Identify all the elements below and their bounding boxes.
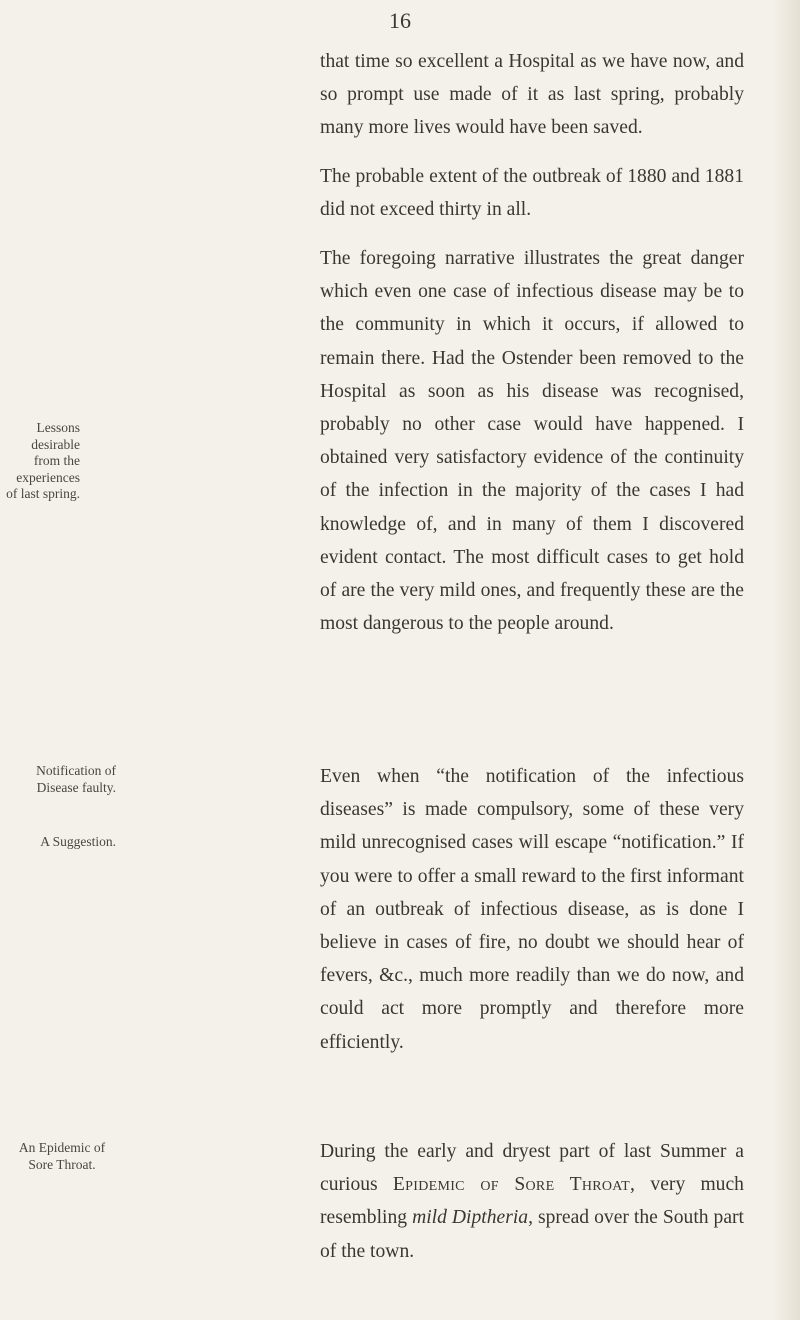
page-edge-shadow (772, 0, 800, 1320)
page-number: 16 (389, 8, 411, 33)
paragraph-5-end: spread over the South part of the town. (320, 1207, 745, 1262)
paragraph-5 (320, 1135, 744, 1268)
paragraph-5-middle: very much resembling (320, 1174, 744, 1229)
paragraph-3: The foregoing narrative illustrates the great danger which even one case of infectious disease may be to the community in which it occurs, if allowed to remain there. Had the Ostender been removed to the Hospital as soon as his disease was recognised, probably no other case would have happened. I obtained very satisfactory evidence of the continuity of the infection in the majority of the cases I had knowledge of, and in many of them I discovered evident contact. The most difficult cases to get hold of are the very mild ones, and frequently these are the most dangerous to the people around. (320, 248, 744, 635)
paragraph-4: Even when “the notification of the infectious diseases” is made compulsory, some of these very mild unrecognised cases will escape “notification.” If you were to offer a small reward to the first informant of an outbreak of infectious disease, as is done I believe in cases of fire, no doubt we should hear of fevers, &c., much more readily than we do now, and could act more promptly and therefore more efficiently. (320, 766, 744, 1053)
epidemic-heading: Epidemic of Sore Throat, (392, 1174, 636, 1196)
margin-note-suggestion: A Suggestion. (40, 834, 116, 849)
margin-note-notification: Notification of Disease faulty. (36, 763, 116, 795)
paragraph-1: that time so excellent a Hospital as we have now, and so prompt use made of it as last spring, probably many more lives would have been saved. (320, 51, 744, 139)
margin-note-lessons: Lessons desirable from the experiences of last spring. (6, 420, 80, 501)
paragraph-5-start: During the early and dryest part of last Summer a curious (320, 1141, 744, 1196)
margin-note-epidemic: An Epidemic of Sore Throat. (18, 1140, 106, 1172)
diptheria-term: mild Diptheria, (412, 1207, 533, 1229)
paragraph-2: The probable extent of the outbreak of 1880 and 1881 did not exceed thirty in all. (320, 166, 744, 221)
